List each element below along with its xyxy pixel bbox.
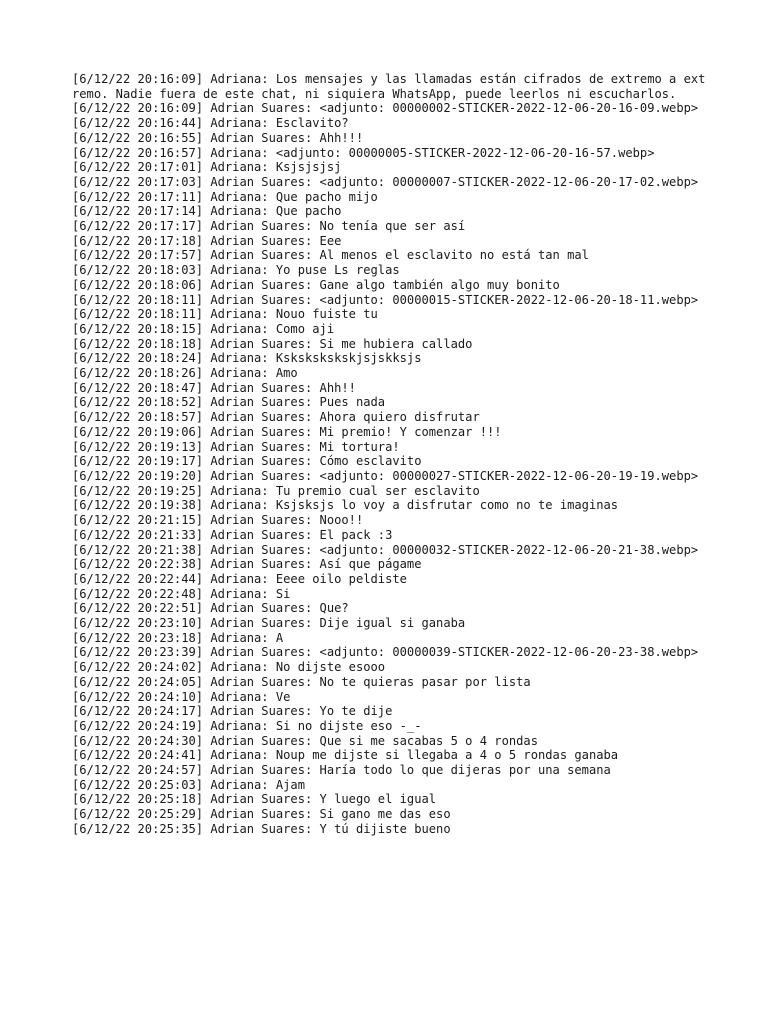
chat-message-line: [6/12/22 20:24:10] Adriana: Ve: [72, 689, 291, 704]
chat-message-line: [6/12/22 20:19:06] Adrian Suares: Mi premio! Y comenzar !!!: [72, 424, 502, 439]
chat-message-line: [6/12/22 20:24:41] Adriana: Noup me dijste si llegaba a 4 o 5 rondas ganaba: [72, 748, 619, 763]
chat-message-line: [6/12/22 20:22:48] Adriana: Si: [72, 586, 291, 601]
chat-message-line: [6/12/22 20:22:51] Adrian Suares: Que?: [72, 601, 349, 616]
chat-message-line: [6/12/22 20:25:18] Adrian Suares: Y luego el igual: [72, 792, 437, 807]
chat-message-line: [6/12/22 20:19:38] Adriana: Ksjsksjs lo voy a disfrutar como no te imaginas: [72, 498, 619, 513]
chat-message-line: [6/12/22 20:17:17] Adrian Suares: No tenía que ser así: [72, 219, 466, 234]
chat-message-line: [6/12/22 20:24:17] Adrian Suares: Yo te dije: [72, 704, 393, 719]
chat-message-line: [6/12/22 20:22:44] Adriana: Eeee oilo peldiste: [72, 571, 407, 586]
chat-message-line: [6/12/22 20:18:06] Adrian Suares: Gane algo también algo muy bonito: [72, 277, 560, 292]
chat-transcript: [72, 72, 712, 837]
chat-message-line: [6/12/22 20:24:05] Adrian Suares: No te quieras pasar por lista: [72, 674, 531, 689]
chat-message-line: [6/12/22 20:23:18] Adriana: A: [72, 630, 284, 645]
chat-message-line: [6/12/22 20:18:47] Adrian Suares: Ahh!!: [72, 380, 356, 395]
chat-message-line: [6/12/22 20:18:24] Adriana: Kskskskskskjsjskksjs: [72, 351, 422, 366]
chat-message-line: [6/12/22 20:19:13] Adrian Suares: Mi tortura!: [72, 439, 400, 454]
chat-message-line: [6/12/22 20:18:18] Adrian Suares: Si me hubiera callado: [72, 336, 473, 351]
chat-message-line: [6/12/22 20:18:15] Adriana: Como aji: [72, 321, 335, 336]
chat-message-line: [6/12/22 20:21:15] Adrian Suares: Nooo!!: [72, 513, 364, 528]
chat-message-line: [6/12/22 20:17:03] Adrian Suares: <adjunto: 00000007-STICKER-2022-12-06-20-17-02.webp>: [72, 174, 699, 189]
chat-message-line: [6/12/22 20:16:09] Adriana: Los mensajes y las llamadas están cifrados de extremo a extremo. Nadie fuera de este chat, ni siquiera WhatsApp, puede leerlos ni escucharlos.: [72, 72, 706, 101]
chat-message-line: [6/12/22 20:24:02] Adriana: No dijste esooo: [72, 660, 386, 675]
chat-message-line: [6/12/22 20:18:11] Adriana: Nouo fuiste tu: [72, 307, 378, 322]
chat-message-line: [6/12/22 20:18:03] Adriana: Yo puse Ls reglas: [72, 263, 400, 278]
chat-message-line: [6/12/22 20:19:20] Adrian Suares: <adjunto: 00000027-STICKER-2022-12-06-20-19-19.webp>: [72, 468, 699, 483]
chat-message-line: [6/12/22 20:24:57] Adrian Suares: Haría todo lo que dijeras por una semana: [72, 763, 611, 778]
chat-message-line: [6/12/22 20:24:30] Adrian Suares: Que si me sacabas 5 o 4 rondas: [72, 733, 538, 748]
chat-message-line: [6/12/22 20:18:26] Adriana: Amo: [72, 366, 298, 381]
chat-message-line: [6/12/22 20:23:10] Adrian Suares: Dije igual si ganaba: [72, 616, 466, 631]
chat-message-line: [6/12/22 20:16:09] Adrian Suares: <adjunto: 00000002-STICKER-2022-12-06-20-16-09.webp>: [72, 101, 699, 116]
chat-message-line: [6/12/22 20:24:19] Adriana: Si no dijste eso -_-: [72, 718, 422, 733]
chat-message-line: [6/12/22 20:17:57] Adrian Suares: Al menos el esclavito no está tan mal: [72, 248, 589, 263]
chat-message-line: [6/12/22 20:19:17] Adrian Suares: Cómo esclavito: [72, 454, 422, 469]
chat-message-line: [6/12/22 20:25:35] Adrian Suares: Y tú dijiste bueno: [72, 821, 451, 836]
chat-message-line: [6/12/22 20:23:39] Adrian Suares: <adjunto: 00000039-STICKER-2022-12-06-20-23-38.webp>: [72, 645, 699, 660]
chat-message-line: [6/12/22 20:18:11] Adrian Suares: <adjunto: 00000015-STICKER-2022-12-06-20-18-11.webp>: [72, 292, 699, 307]
chat-message-line: [6/12/22 20:22:38] Adrian Suares: Así que págame: [72, 557, 422, 572]
chat-message-line: [6/12/22 20:16:55] Adrian Suares: Ahh!!!: [72, 130, 364, 145]
chat-message-line: [6/12/22 20:17:14] Adriana: Que pacho: [72, 204, 342, 219]
chat-message-line: [6/12/22 20:18:57] Adrian Suares: Ahora quiero disfrutar: [72, 410, 480, 425]
chat-message-line: [6/12/22 20:19:25] Adriana: Tu premio cual ser esclavito: [72, 483, 480, 498]
chat-message-line: [6/12/22 20:25:29] Adrian Suares: Si gano me das eso: [72, 807, 451, 822]
chat-message-line: [6/12/22 20:21:38] Adrian Suares: <adjunto: 00000032-STICKER-2022-12-06-20-21-38.webp>: [72, 542, 699, 557]
chat-message-line: [6/12/22 20:18:52] Adrian Suares: Pues nada: [72, 395, 386, 410]
chat-message-line: [6/12/22 20:17:01] Adriana: Ksjsjsjsj: [72, 160, 342, 175]
chat-message-line: [6/12/22 20:21:33] Adrian Suares: El pack :3: [72, 527, 393, 542]
chat-message-line: [6/12/22 20:16:44] Adriana: Esclavito?: [72, 116, 349, 131]
chat-message-line: [6/12/22 20:17:18] Adrian Suares: Eee: [72, 233, 342, 248]
chat-message-line: [6/12/22 20:25:03] Adriana: Ajam: [72, 777, 305, 792]
chat-message-line: [6/12/22 20:17:11] Adriana: Que pacho mijo: [72, 189, 378, 204]
chat-message-line: [6/12/22 20:16:57] Adriana: <adjunto: 00000005-STICKER-2022-12-06-20-16-57.webp>: [72, 145, 655, 160]
